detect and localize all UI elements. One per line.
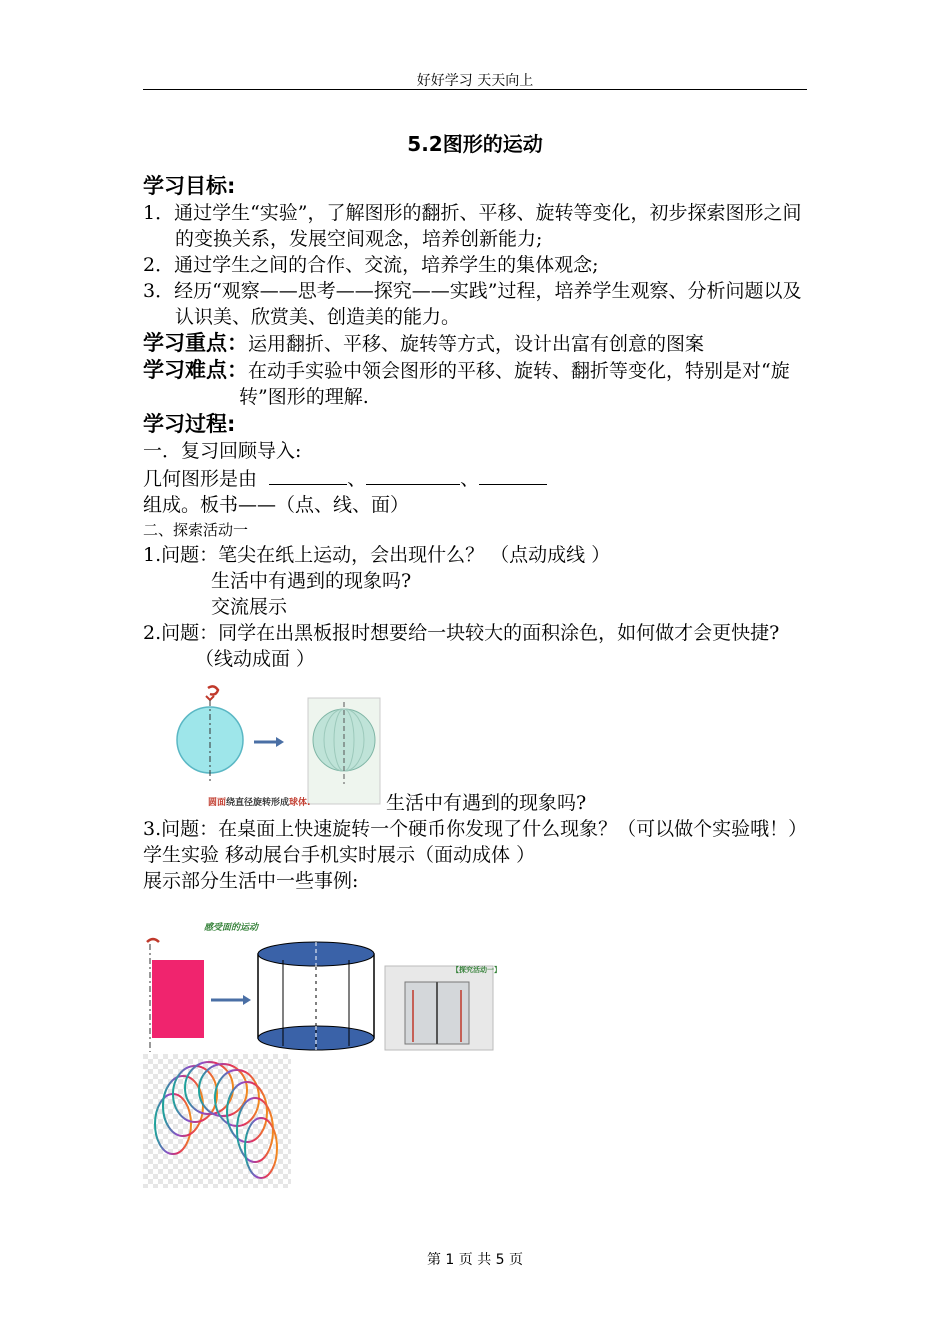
page-header: 好好学习 天天向上 — [416, 73, 534, 89]
cylinder-figure — [143, 930, 499, 1054]
part1-fill-blank — [143, 464, 807, 518]
question-3: 3.问题：在桌面上快速旋转一个硬币你发现了什么现象？（可以做个实验哦！） — [143, 818, 808, 840]
question-1-sub-1: 生活中有遇到的现象吗? — [211, 570, 412, 592]
key-point — [143, 330, 807, 357]
part2-title: 二、探索活动一 — [143, 521, 249, 539]
sep-1: 、 — [347, 468, 367, 490]
spring-figure — [143, 1054, 291, 1188]
question-2-after-figure: 生活中有遇到的现象吗? — [386, 792, 587, 814]
goal-item-2: 2．通过学生之间的合作、交流，培养学生的集体观念; — [143, 254, 599, 276]
fill-blank-lead: 几何图形是由 — [143, 468, 258, 490]
page-title: 5.2图形的运动 — [407, 132, 543, 156]
question-3-block — [143, 816, 807, 894]
question-3-experiment: 学生实验 移动展台手机实时展示（面动成体 ） — [143, 844, 536, 866]
question-2-answer: （线动成面 ） — [195, 648, 316, 670]
question-1: 1.问题：笔尖在纸上运动，会出现什么？ （点动成线 ） — [143, 544, 611, 566]
question-1-sub-2: 交流展示 — [211, 596, 288, 618]
figure-1-caption: 圆面绕直径旋转形成球体. — [208, 798, 311, 808]
main-content — [143, 172, 807, 672]
page-footer: 第 1 页 共 5 页 — [426, 1252, 524, 1268]
sep-2: 、 — [460, 468, 480, 490]
key-point-label: 学习重点： — [143, 331, 248, 355]
difficulty-text: 在动手实验中领会图形的平移、旋转、翻折等变化，特别是对“旋转”图形的理解. — [239, 360, 790, 408]
process-heading: 学习过程: — [143, 412, 236, 436]
rotation-arrow-icon — [208, 686, 218, 694]
goal-item-1: 1．通过学生“实验”，了解图形的翻折、平移、旋转等变化，初步探索图形之间的变换关系，发展空间观念，培养创新能力; — [143, 202, 802, 250]
blank-3[interactable] — [479, 464, 547, 485]
header-rule — [143, 89, 807, 90]
key-point-text: 运用翻折、平移、旋转等方式，设计出富有创意的图案 — [248, 333, 705, 355]
goal-item-3: 3．经历“观察——思考——探究——实践”过程，培养学生观察、分析问题以及认识美、欣赏美、创造美的能力。 — [143, 280, 802, 328]
figure-2-label: 感受面的运动 — [204, 923, 259, 933]
question-3-examples: 展示部分生活中一些事例: — [143, 870, 359, 892]
fill-blank-tail: 组成。板书——（点、线、面） — [143, 494, 410, 516]
blank-1[interactable] — [269, 464, 347, 485]
rotation-arrow-icon-2 — [147, 939, 159, 942]
goals-heading: 学习目标: — [143, 174, 236, 198]
difficulty — [143, 357, 807, 410]
difficulty-label: 学习难点： — [143, 358, 248, 382]
figure-2-tag: 【探究活动一】 — [452, 966, 501, 974]
part1-title: 一．复习回顾导入: — [143, 440, 302, 462]
rotation-figure — [172, 684, 384, 808]
rectangle-shape — [152, 960, 204, 1038]
blank-2[interactable] — [366, 464, 460, 485]
question-2: 2.问题：同学在出黑板报时想要给一块较大的面积涂色，如何做才会更快捷? — [143, 622, 780, 644]
